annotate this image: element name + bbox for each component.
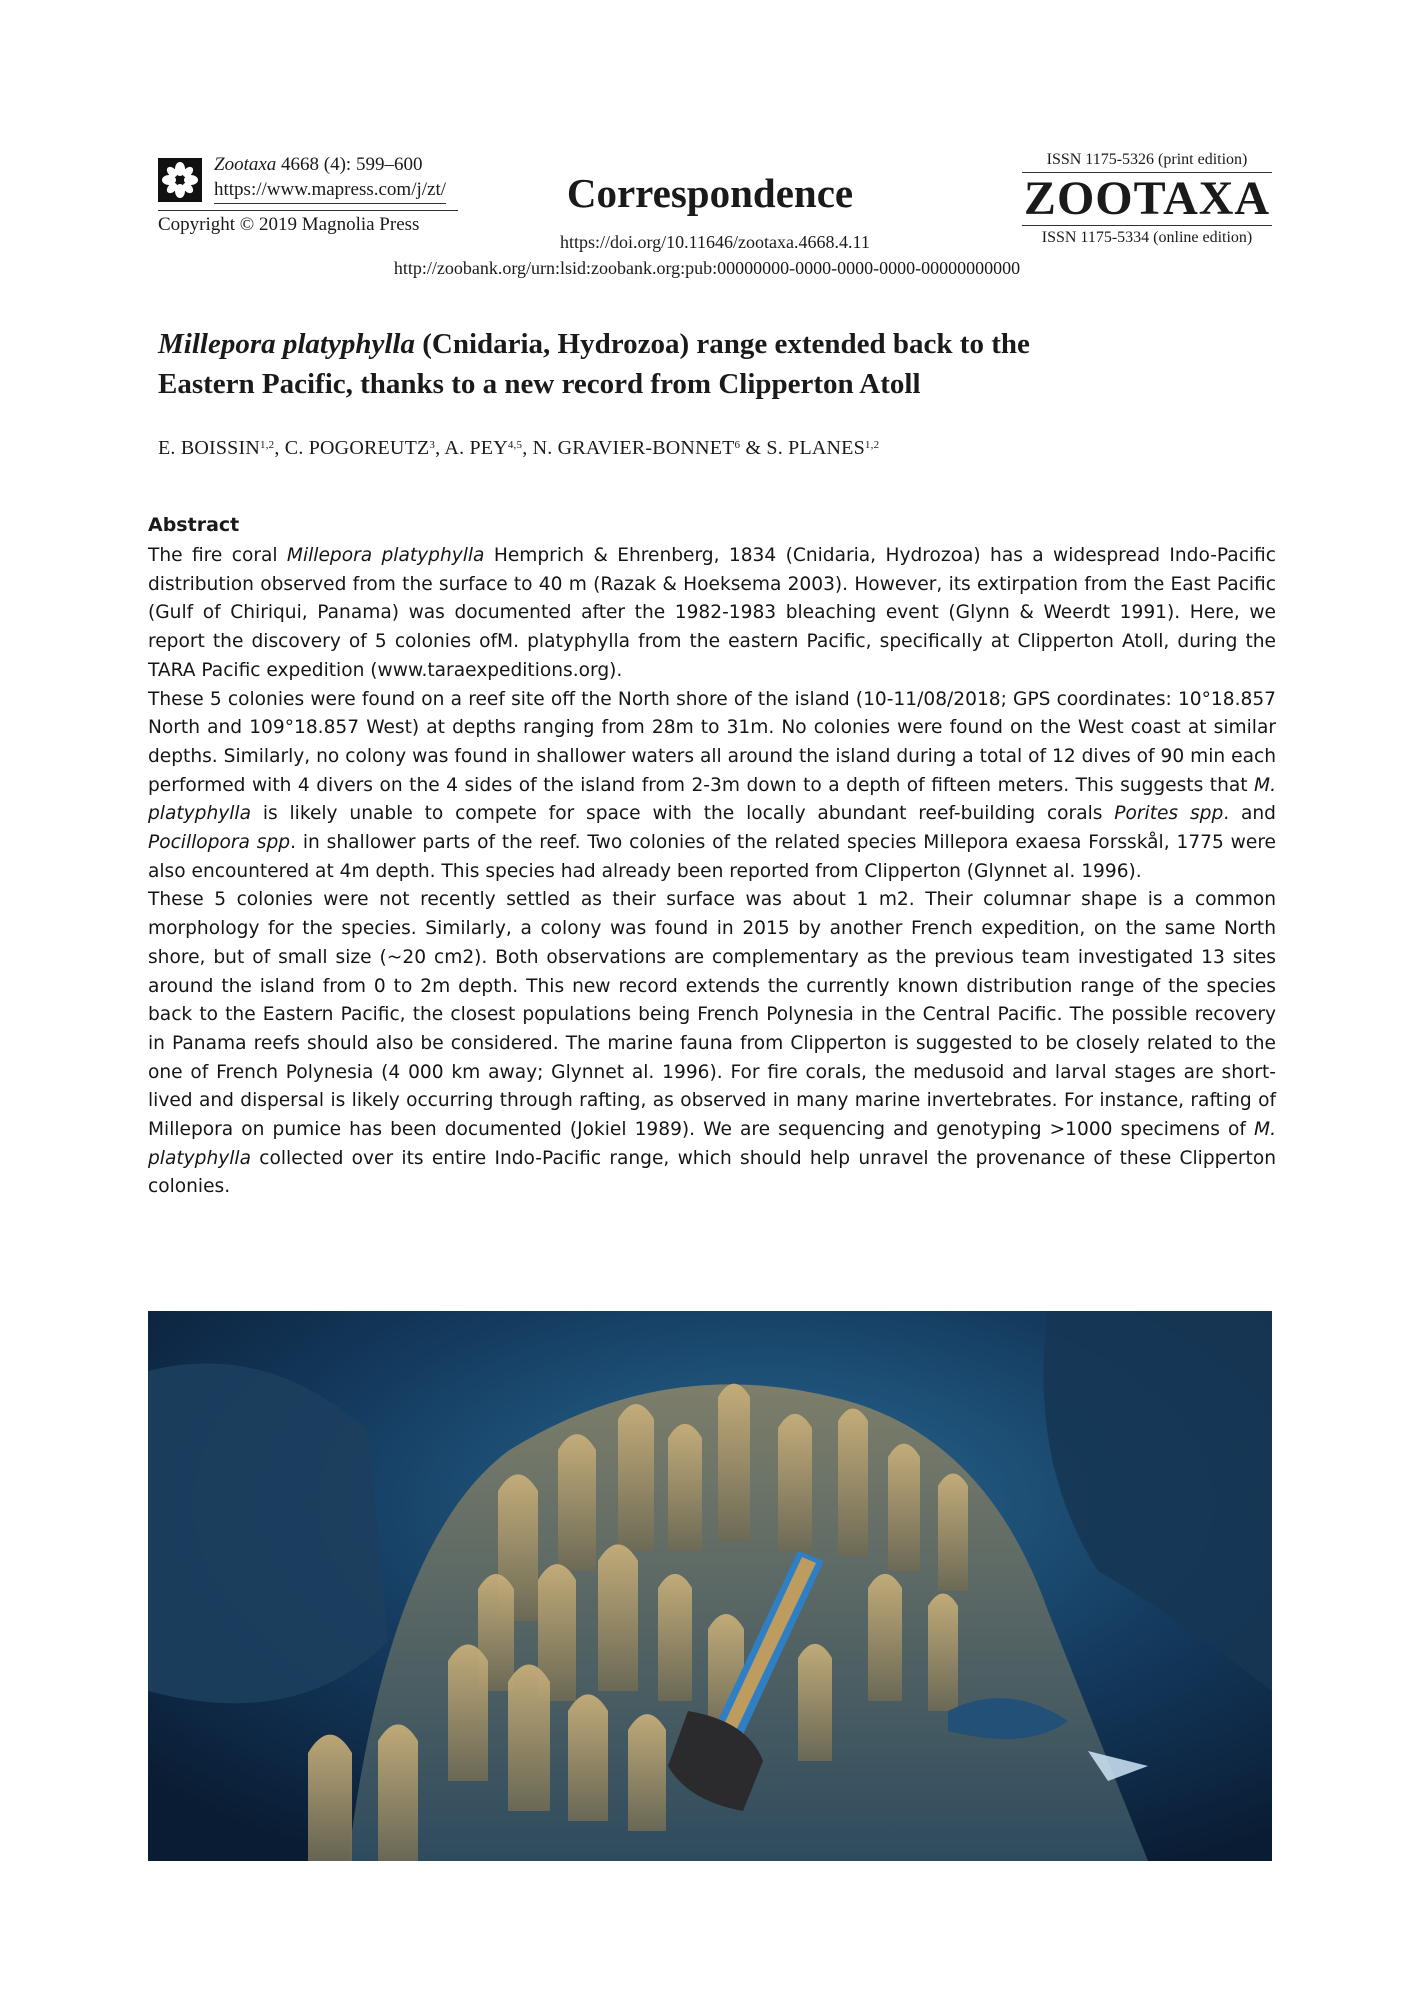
title-line2: Eastern Pacific, thanks to a new record from Clipperton Atoll xyxy=(158,368,921,400)
issn-online: ISSN 1175-5334 (online edition) xyxy=(1022,225,1272,248)
issn-print: ISSN 1175-5326 (print edition) xyxy=(1022,150,1272,173)
coral-photo-illustration xyxy=(148,1311,1272,1861)
coral-photo xyxy=(148,1311,1272,1861)
author: N. GRAVIER-BONNET$^6$ & xyxy=(532,437,767,459)
abstract-heading: Abstract xyxy=(148,514,240,536)
author: S. PLANES$^{1,2}$ xyxy=(766,437,880,459)
journal-info xyxy=(158,152,458,237)
paragraph: These 5 colonies were not recently settled as their surface was about 1 m2. Their columnar shape is a common morphology for the species. Similarly, a colony was found in 2015 by another French expedition, on the same North shore, but of small size (~20 cm2). Both observations are complementary as the previous team investigated 13 sites around the island from 0 to 2m depth. This new record extends the currently known distribution range of the species back to the Eastern Pacific, the closest populations being French Polynesia in the Central Pacific. The possible recovery in Panama reefs should also be considered. The marine fauna from Clipperton is suggested to be closely related to the one of French Polynesia (4 000 km away; Glynnet al. 1996). For fire corals, the medusoid and larval stages are short-lived and dispersal is likely occurring through rafting, as observed in many marine invertebrates. For instance, rafting of Millepora on pumice has been documented (Jokiel 1989). We are sequencing and genotyping >1000 specimens of M. platyphylla collected over its entire Indo-Pacific range, which should help unravel the provenance of these Clipperton colonies. xyxy=(148,889,1276,1198)
abstract-body xyxy=(148,542,1276,1202)
paragraph: These 5 colonies were found on a reef site off the North shore of the island (10-11/08/2018; GPS coordinates: 10°18.857 North and 109°18.857 West) at depths ranging from 28m to 31m. No colonies were found on the West coast at similar depths. Similarly, no colony was found in shallower waters all around the island during a total of 12 dives of 90 min each performed with 4 divers on the 4 sides of the island from 2-3m down to a depth of fifteen meters. This suggests that M. platyphylla is likely unable to compete for space with the locally abundant reef-building corals Porites spp. and Pocillopora spp. in shallower parts of the reef. Two colonies of the related species Millepora exaesa Forsskål, 1775 were also encountered at 4m depth. This species had already been reported from Clipperton (Glynnet al. 1996). xyxy=(148,688,1276,882)
journal-issue: 4668 (4): 599–600 xyxy=(281,154,423,175)
journal-name: Zootaxa xyxy=(214,154,277,175)
zootaxa-wordmark: ZOOTAXA xyxy=(1023,172,1271,225)
issn-block xyxy=(1022,150,1272,248)
copyright: Copyright © 2019 Magnolia Press xyxy=(158,210,458,237)
section-header xyxy=(560,170,870,253)
journal-citation xyxy=(214,152,446,177)
author: C. POGOREUTZ$^3$, xyxy=(284,437,445,459)
doi-link[interactable]: https://doi.org/10.11646/zootaxa.4668.4.11 xyxy=(560,232,870,252)
article-title xyxy=(158,324,1258,404)
journal-logo-row xyxy=(158,152,458,204)
zoobank-link[interactable]: http://zoobank.org/urn:lsid:zoobank.org:pub:00000000-0000-0000-0000-00000000000 xyxy=(393,258,1021,278)
title-line1-rest: (Cnidaria, Hydrozoa) range extended back to the xyxy=(414,328,1030,360)
journal-url-link[interactable]: https://www.mapress.com/j/zt/ xyxy=(214,177,446,204)
author-list xyxy=(158,437,1258,460)
author: E. BOISSIN$^{1,2}$, xyxy=(158,437,285,459)
paragraph: The fire coral Millepora platyphylla Hemprich & Ehrenberg, 1834 (Cnidaria, Hydrozoa) has a widespread Indo-Pacific distribution observed from the surface to 40 m (Razak & Hoeksema 2003). However, its extirpation from the East Pacific (Gulf of Chiriqui, Panama) was documented after the 1982-1983 bleaching event (Glynn & Weerdt 1991). Here, we report the discovery of 5 colonies ofM. platyphylla from the eastern Pacific, specifically at Clipperton Atoll, during the TARA Pacific expedition (www.taraexpeditions.org). xyxy=(148,545,1276,681)
title-species: Millepora platyphylla xyxy=(158,328,415,360)
section-title: Correspondence xyxy=(566,170,854,216)
magnolia-flower-icon xyxy=(158,158,202,202)
author: A. PEY$^{4,5}$, xyxy=(444,437,533,459)
